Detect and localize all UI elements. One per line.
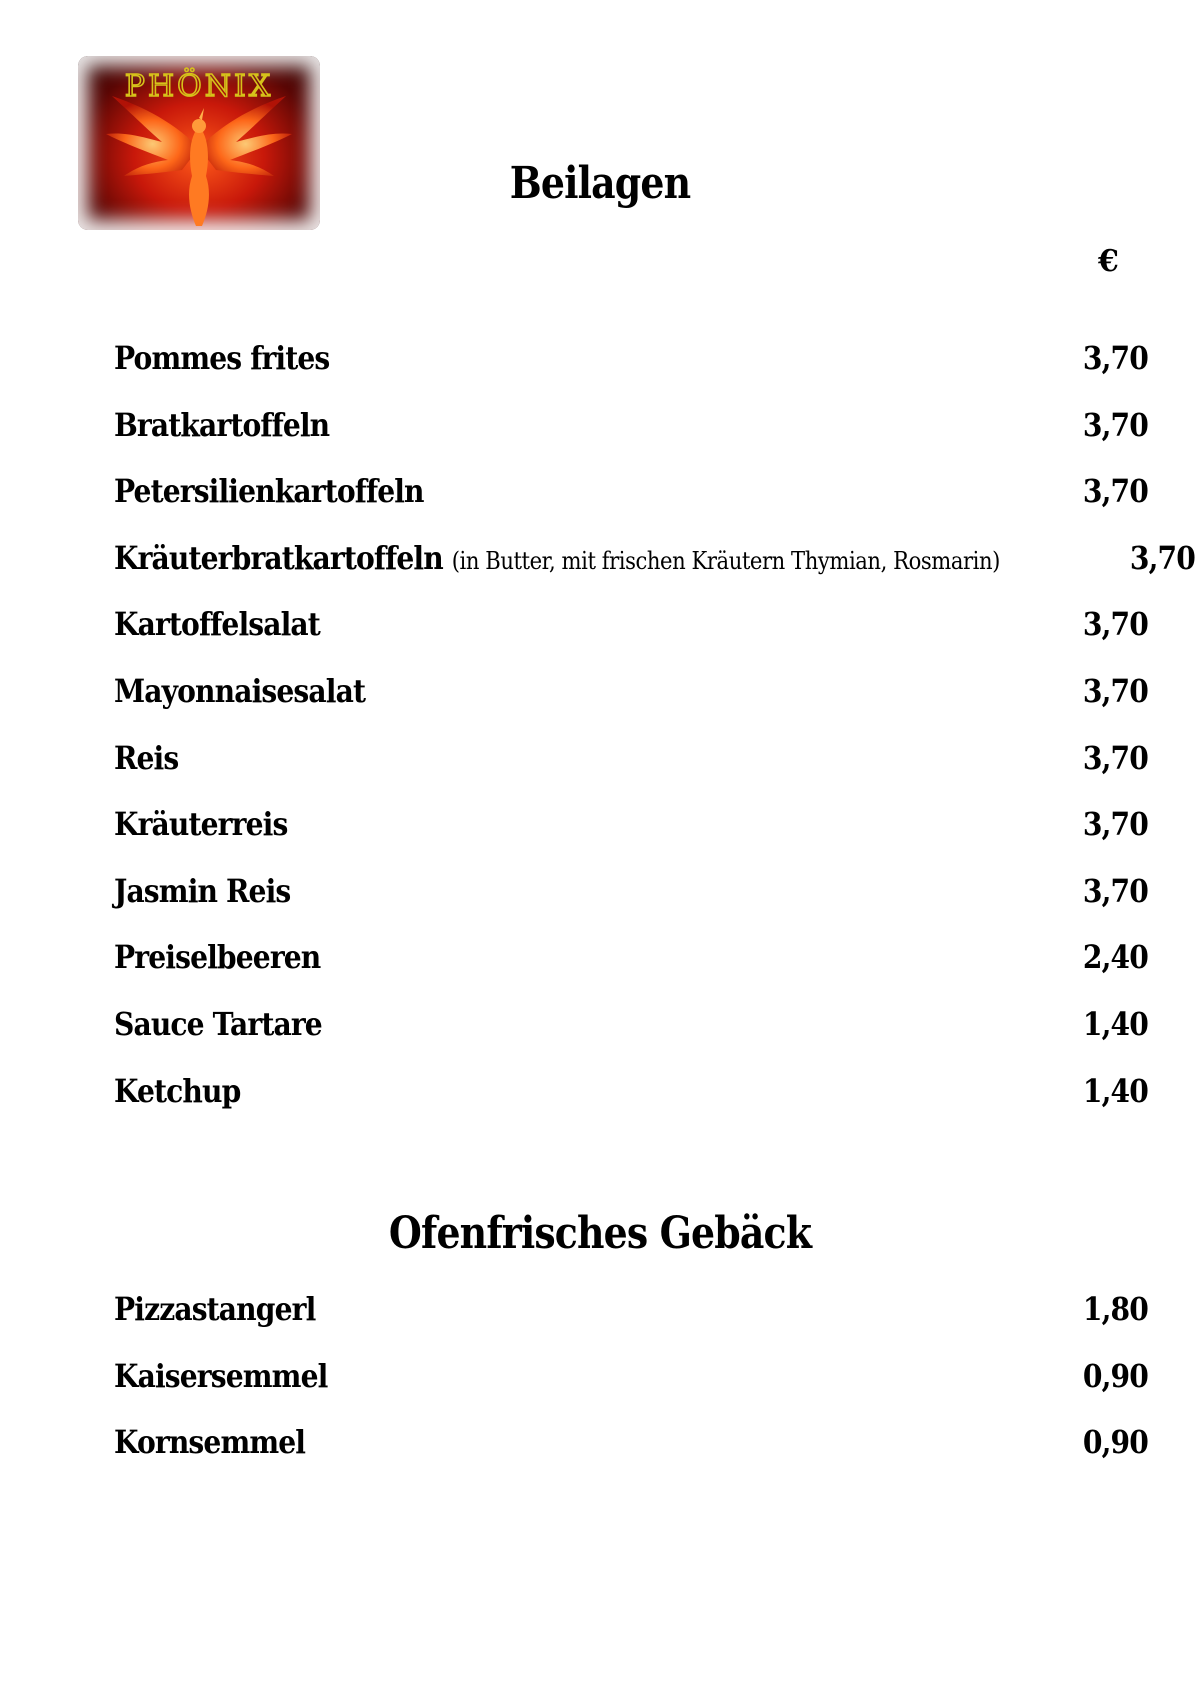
item-name: Bratkartoffeln [114,405,330,444]
section-title-beilagen: Beilagen [509,158,691,209]
menu-item [114,938,1148,1005]
menu-item [114,1005,1148,1072]
item-price: 1,40 [1082,1004,1148,1043]
menu-item [114,472,1148,539]
item-name: Pizzastangerl [114,1290,316,1328]
item-price: 0,90 [1082,1423,1148,1462]
item-name: Pommes frites [114,339,330,377]
item-price: 2,40 [1082,938,1148,977]
item-price: 3,70 [1082,405,1148,444]
item-name: Kartoffelsalat [114,605,320,644]
menu-item [114,339,1148,406]
menu-item [114,739,1148,806]
item-name: Kräuterbratkartoffeln [114,538,443,577]
item-price: 1,80 [1082,1290,1148,1328]
item-name: Kräuterreis [114,805,288,844]
item-name: Jasmin Reis [114,871,291,910]
item-name: Ketchup [114,1071,241,1110]
item-price: 1,40 [1082,1071,1148,1110]
menu-item [114,872,1148,939]
currency-symbol: € [1098,244,1119,279]
menu-item [114,1357,1148,1424]
item-note: (in Butter, mit frischen Kräutern Thymian, Rosmarin) [451,546,1000,575]
item-name: Mayonnaisesalat [114,671,366,710]
menu-item [114,672,1148,739]
section-title-gebaeck: Ofenfrisches Gebäck [388,1208,812,1259]
item-price: 3,70 [1129,538,1195,577]
item-price: 3,70 [1082,871,1148,910]
item-name-with-note [114,539,1000,577]
menu-item [114,1290,1148,1357]
item-price: 3,70 [1082,339,1148,377]
item-name: Sauce Tartare [114,1004,322,1043]
item-name: Kornsemmel [114,1423,306,1462]
gebaeck-list [114,1290,1148,1490]
item-price: 0,90 [1082,1356,1148,1395]
item-name: Reis [114,738,179,777]
item-price: 3,70 [1082,805,1148,844]
menu-item [114,805,1148,872]
beilagen-list [114,339,1195,1138]
item-name: Preiselbeeren [114,938,321,977]
item-name: Petersilienkartoffeln [114,472,424,511]
item-price: 3,70 [1082,738,1148,777]
menu-item [114,1072,1148,1139]
item-price: 3,70 [1082,671,1148,710]
item-price: 3,70 [1082,605,1148,644]
item-name: Kaisersemmel [114,1356,328,1395]
menu-item [114,406,1148,473]
menu-item [114,1423,1148,1490]
menu-item [114,538,1195,606]
item-price: 3,70 [1082,472,1148,511]
menu-item [114,605,1148,672]
logo-text: PHÖNIX [124,69,274,104]
